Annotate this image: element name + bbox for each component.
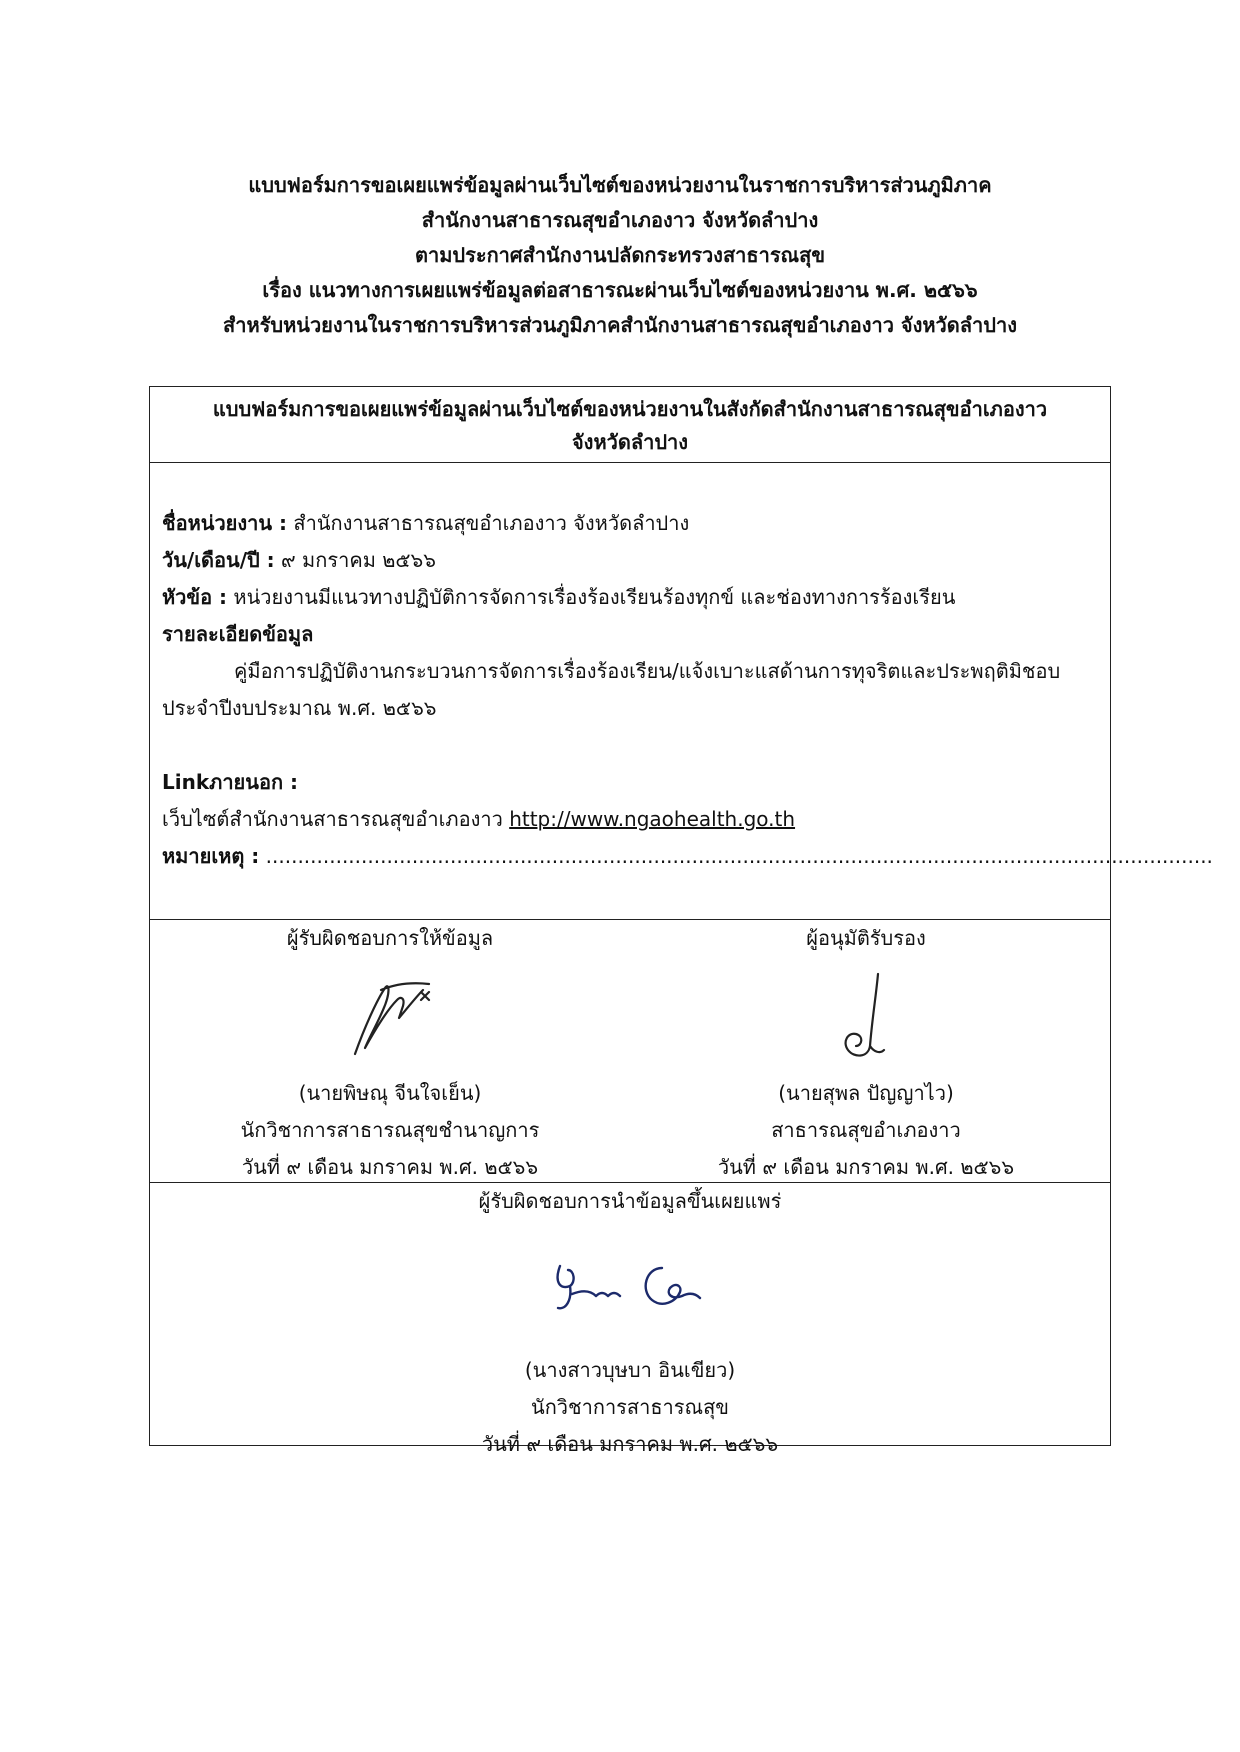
provider-name: (นายพิษณุ จีนใจเย็น) <box>298 1081 482 1105</box>
note-value: ..................................................................................................................................................... <box>259 844 1213 868</box>
publisher-signature-image <box>150 1220 1110 1352</box>
publisher-signature-block <box>150 1183 1110 1463</box>
detail-line-1: คู่มือการปฏิบัติงานกระบวนการจัดการเรื่องร้องเรียน/แจ้งเบาะแสด้านการทุจริตและประพฤติมิชอบ <box>234 659 1061 683</box>
spacer <box>162 727 1102 764</box>
header-office-line: สำนักงานสาธารณสุขอำเภองาว จังหวัดลำปาง <box>421 208 819 232</box>
publisher-role: ผู้รับผิดชอบการนำข้อมูลขึ้นเผยแพร่ <box>478 1189 782 1213</box>
link-label: Linkภายนอก : <box>162 770 299 794</box>
topic-value: หน่วยงานมีแนวทางปฏิบัติการจัดการเรื่องร้องเรียนร้องทุกข์ และช่องทางการร้องเรียน <box>227 585 956 609</box>
form-box-title <box>150 387 1110 463</box>
unit-row <box>162 505 1102 542</box>
provider-position: นักวิชาการสาธารณสุขชำนาญการ <box>240 1118 540 1142</box>
approver-name: (นายสุพล ปัญญาไว) <box>778 1081 954 1105</box>
approver-signature-scribble <box>826 966 906 1066</box>
unit-value: สำนักงานสาธารณสุขอำเภองาว จังหวัดลำปาง <box>287 511 690 535</box>
provider-date: วันที่ ๙ เดือน มกราคม พ.ศ. ๒๕๖๖ <box>241 1155 539 1179</box>
header-title-line-1: แบบฟอร์มการขอเผยแพร่ข้อมูลผ่านเว็บไซต์ของหน่วยงานในราชการบริหารส่วนภูมิภาค <box>248 173 992 197</box>
approver-date: วันที่ ๙ เดือน มกราคม พ.ศ. ๒๕๖๖ <box>717 1155 1015 1179</box>
topic-label: หัวข้อ : <box>162 585 228 609</box>
publisher-name: (นางสาวบุษบา อินเขียว) <box>524 1358 736 1382</box>
form-box-title-line-1: แบบฟอร์มการขอเผยแพร่ข้อมูลผ่านเว็บไซต์ของหน่วยงานในสังกัดสำนักงานสาธารณสุขอำเภองาว <box>212 397 1048 421</box>
note-label: หมายเหตุ : <box>162 844 260 868</box>
date-label: วัน/เดือน/ปี : <box>162 548 275 572</box>
signature-row <box>150 919 1110 1183</box>
link-row <box>162 801 1102 838</box>
approver-signature-block <box>636 920 1096 1186</box>
topic-row <box>162 579 1102 616</box>
header-scope-line: สำหรับหน่วยงานในราชการบริหารส่วนภูมิภาคสำนักงานสาธารณสุขอำเภองาว จังหวัดลำปาง <box>223 313 1017 337</box>
unit-label: ชื่อหน่วยงาน : <box>162 511 288 535</box>
date-value: ๙ มกราคม ๒๕๖๖ <box>274 548 436 572</box>
header-announcement-line: ตามประกาศสำนักงานปลัดกระทรวงสาธารณสุข <box>414 243 825 267</box>
publisher-signature-scribble <box>530 1246 730 1326</box>
provider-signature-image <box>160 957 620 1075</box>
form-box-title-line-2: จังหวัดลำปาง <box>571 430 689 454</box>
approver-signature-image <box>636 957 1096 1075</box>
link-prefix: เว็บไซต์สำนักงานสาธารณสุขอำเภองาว <box>162 807 510 831</box>
form-info-section <box>162 505 1213 875</box>
provider-role: ผู้รับผิดชอบการให้ข้อมูล <box>286 926 494 950</box>
publication-form-box <box>149 386 1213 1456</box>
date-row <box>162 542 1102 579</box>
provider-signature-block <box>160 920 620 1186</box>
approver-role: ผู้อนุมัติรับรอง <box>806 926 926 950</box>
document-header <box>120 168 1120 343</box>
website-link[interactable]: http://www.ngaohealth.go.th <box>509 807 796 831</box>
detail-label: รายละเอียดข้อมูล <box>162 622 314 646</box>
approver-position: สาธารณสุขอำเภองาว <box>771 1118 961 1142</box>
provider-signature-scribble <box>325 966 455 1066</box>
header-subject-line: เรื่อง แนวทางการเผยแพร่ข้อมูลต่อสาธารณะผ่านเว็บไซต์ของหน่วยงาน พ.ศ. ๒๕๖๖ <box>262 278 978 302</box>
detail-line-2: ประจำปีงบประมาณ พ.ศ. ๒๕๖๖ <box>162 696 437 720</box>
publisher-date: วันที่ ๙ เดือน มกราคม พ.ศ. ๒๕๖๖ <box>481 1432 779 1456</box>
note-row <box>162 838 1213 875</box>
publisher-position: นักวิชาการสาธารณสุข <box>531 1395 729 1419</box>
